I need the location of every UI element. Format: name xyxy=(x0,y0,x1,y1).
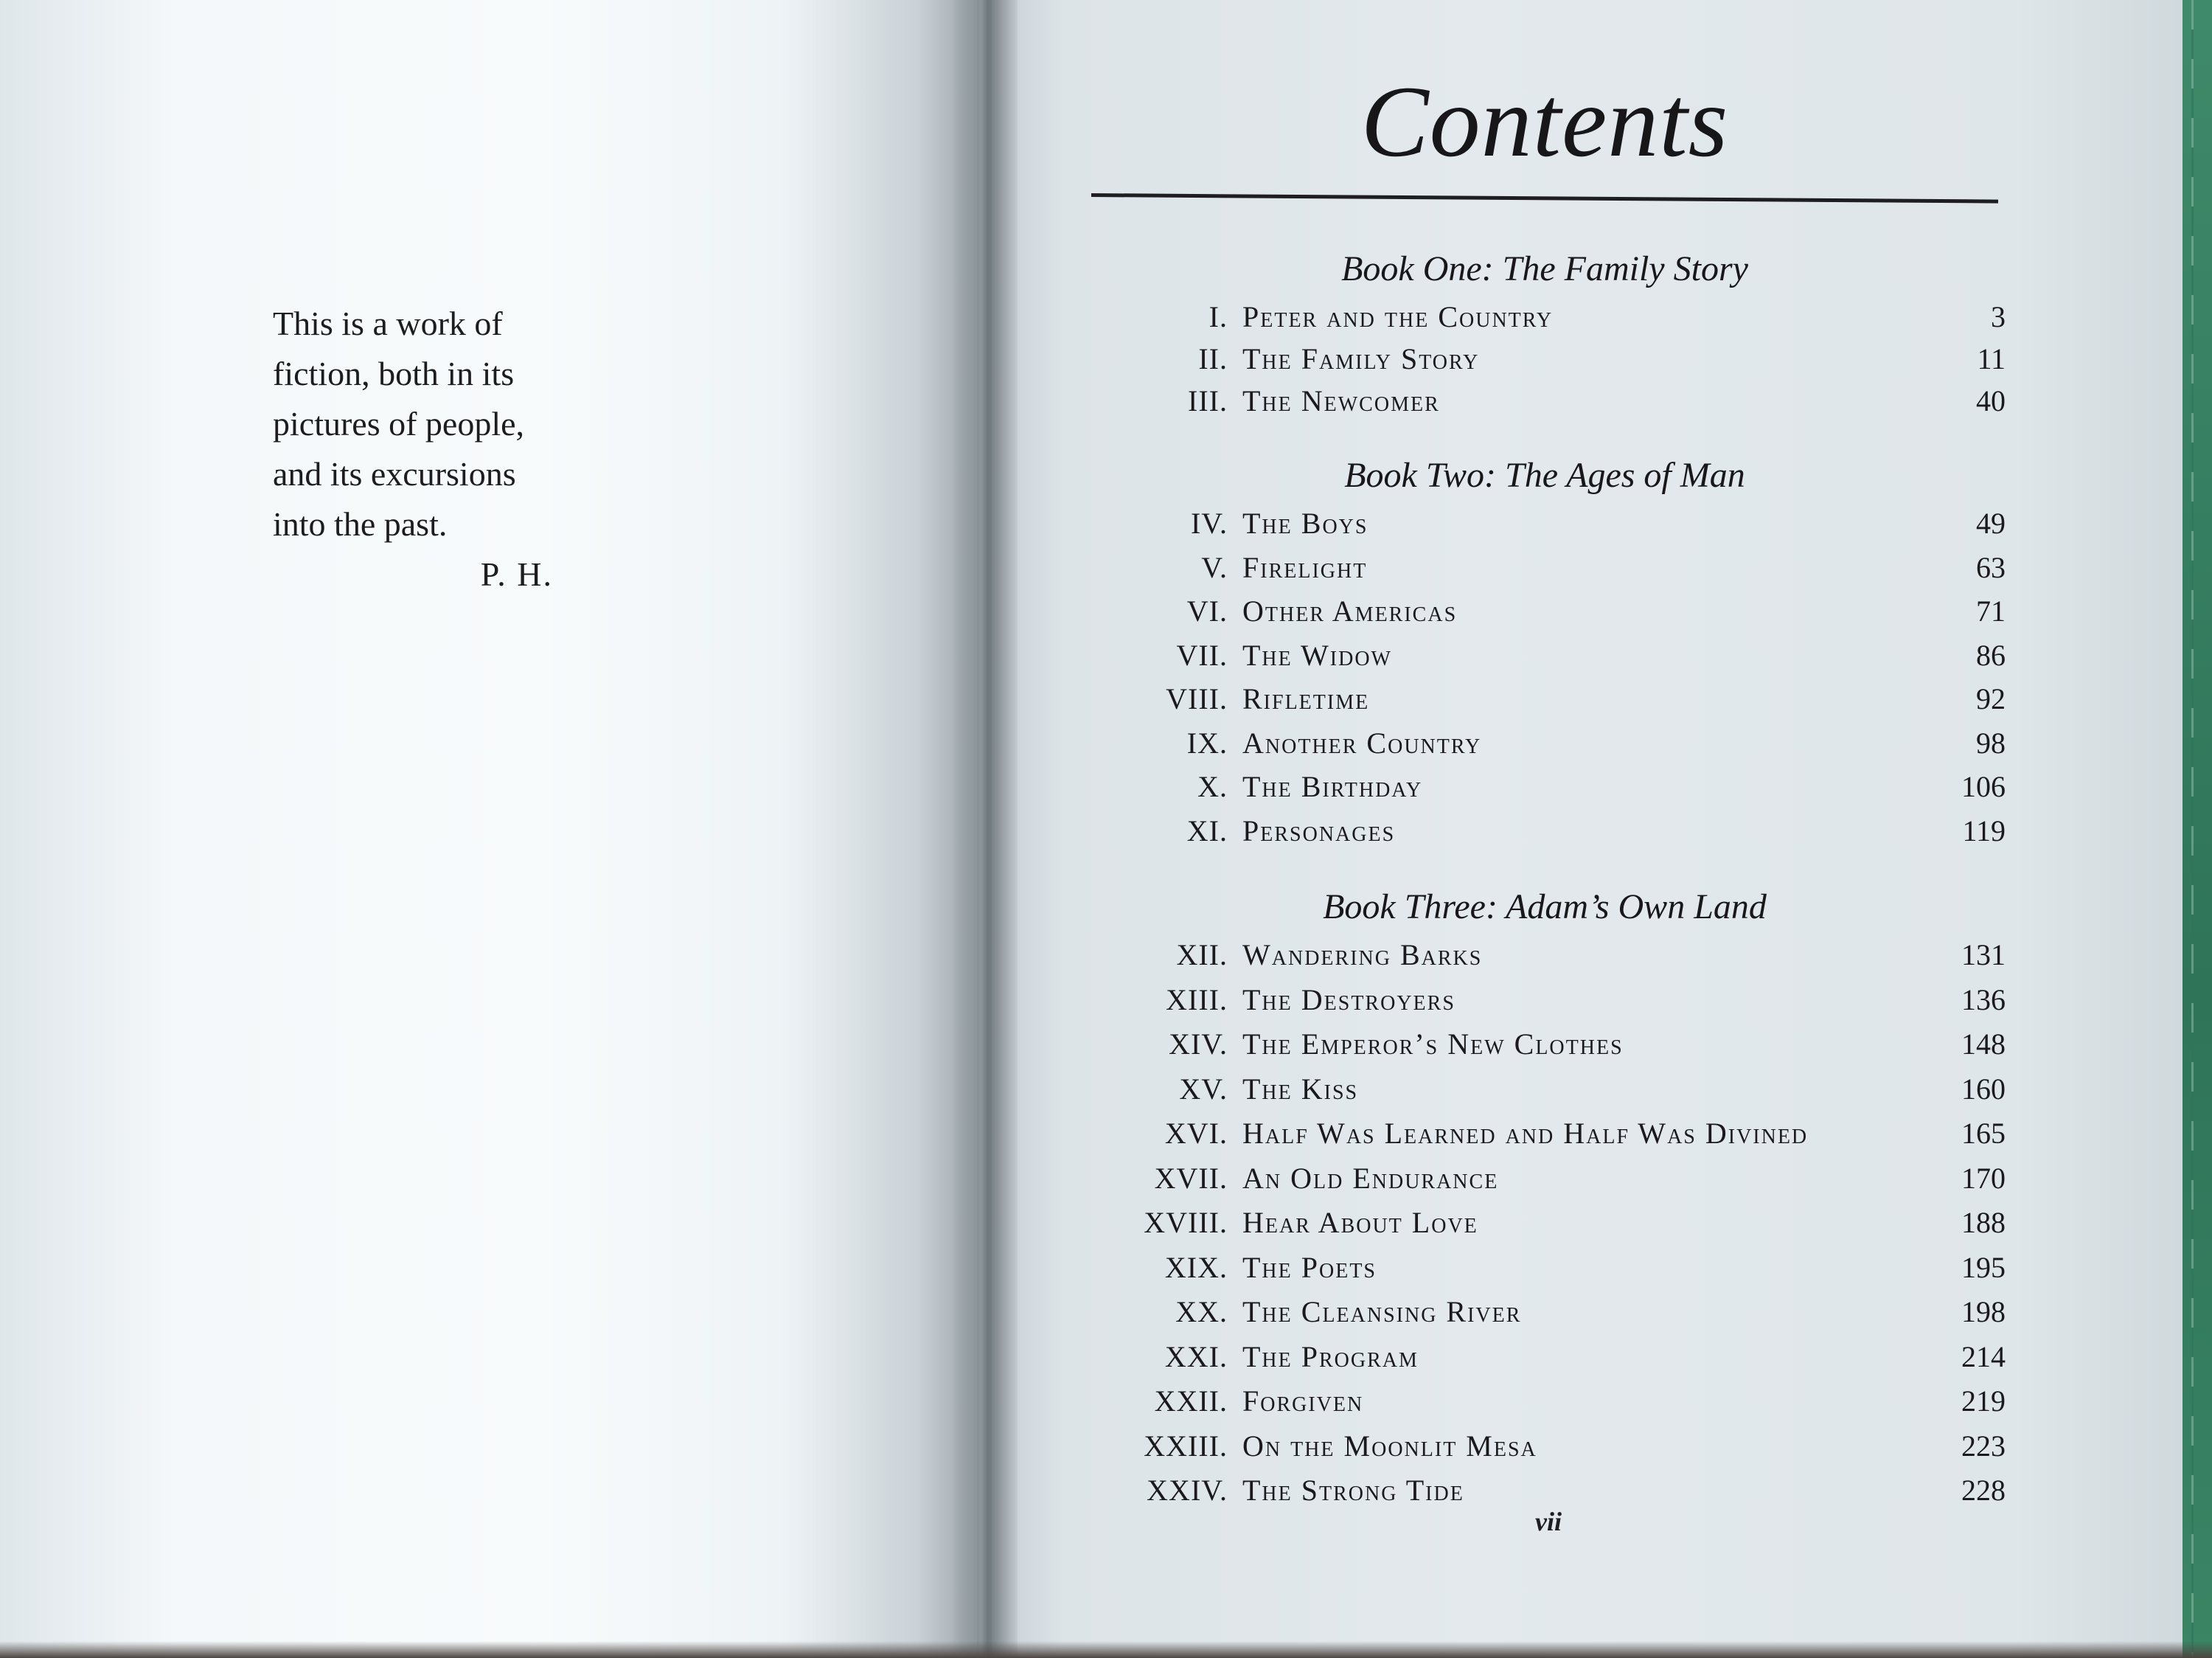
chapter-title: The Program xyxy=(1242,1340,1419,1373)
chapter-title: Another Country xyxy=(1242,726,1482,760)
chapter-number: VIII. xyxy=(1166,682,1228,715)
toc-entry xyxy=(1091,677,2006,721)
epigraph-line: into the past. xyxy=(273,505,448,543)
chapter-number: V. xyxy=(1201,551,1228,584)
chapter-number: I. xyxy=(1208,300,1228,333)
toc-entry xyxy=(1091,1335,2006,1379)
book-gutter xyxy=(951,0,1018,1658)
green-cutting-mat xyxy=(2183,0,2212,1658)
page-number: 92 xyxy=(1976,682,2006,715)
toc-entry xyxy=(1091,502,2006,546)
chapter-title: Firelight xyxy=(1242,551,1368,584)
chapter-title: Peter and the Country xyxy=(1242,300,1554,333)
left-page xyxy=(0,0,977,1658)
toc-entry xyxy=(1091,1111,2006,1156)
chapter-number: XIV. xyxy=(1169,1027,1228,1061)
page-number: 40 xyxy=(1976,384,2006,417)
toc-entry xyxy=(1091,1067,2006,1111)
page-number: 214 xyxy=(1961,1340,2006,1373)
page-number: 106 xyxy=(1961,770,2006,803)
page-number: 195 xyxy=(1961,1251,2006,1284)
chapter-title: The Boys xyxy=(1242,507,1368,540)
page-number: 119 xyxy=(1962,814,2006,847)
chapter-title: An Old Endurance xyxy=(1242,1162,1499,1195)
chapter-title: The Kiss xyxy=(1242,1072,1359,1106)
toc-entry xyxy=(1091,721,2006,766)
contents-title: Contents xyxy=(1360,65,1729,178)
chapter-number: XI. xyxy=(1186,814,1228,847)
chapter-title: Half Was Learned and Half Was Divined xyxy=(1242,1117,1809,1150)
epigraph-line: and its excursions xyxy=(273,455,516,493)
toc-entry xyxy=(1091,978,2006,1022)
page-number: 160 xyxy=(1961,1072,2006,1106)
chapter-title: Other Americas xyxy=(1242,594,1458,628)
toc-entry xyxy=(1091,1424,2006,1468)
table-edge xyxy=(0,1641,2212,1658)
page-number: 148 xyxy=(1961,1027,2006,1061)
chapter-number: IV. xyxy=(1190,507,1228,540)
toc-entry xyxy=(1091,1290,2006,1334)
chapter-title: The Poets xyxy=(1242,1251,1377,1284)
chapter-number: XXIII. xyxy=(1144,1429,1228,1463)
chapter-number: XXI. xyxy=(1164,1340,1228,1373)
toc-entry xyxy=(1091,1156,2006,1201)
epigraph-initials: P. H. xyxy=(480,555,553,593)
toc-entry xyxy=(1091,1201,2006,1245)
page-number: 188 xyxy=(1961,1206,2006,1239)
chapter-number: XXIV. xyxy=(1147,1474,1228,1507)
page-number: 136 xyxy=(1961,983,2006,1016)
chapter-number: XVIII. xyxy=(1144,1206,1228,1239)
chapter-number: III. xyxy=(1188,384,1228,417)
toc-entry xyxy=(1091,933,2006,977)
book-heading: Book One: The Family Story xyxy=(1341,249,1748,288)
page-number: 198 xyxy=(1961,1295,2006,1328)
page-number: 71 xyxy=(1976,594,2006,628)
toc-entry xyxy=(1091,1246,2006,1290)
chapter-number: XIII. xyxy=(1166,983,1228,1016)
chapter-title: The Newcomer xyxy=(1242,384,1440,417)
toc-entry xyxy=(1091,337,2006,381)
epigraph-line: This is a work of xyxy=(273,305,503,342)
chapter-number: X. xyxy=(1197,770,1228,803)
chapter-number: XXII. xyxy=(1154,1384,1228,1418)
chapter-title: The Destroyers xyxy=(1242,983,1455,1016)
page-number: 131 xyxy=(1961,938,2006,971)
chapter-title: The Strong Tide xyxy=(1242,1474,1464,1507)
epigraph xyxy=(273,299,553,600)
chapter-number: XX. xyxy=(1175,1295,1228,1328)
chapter-title: The Family Story xyxy=(1242,342,1480,375)
page-number: 98 xyxy=(1976,726,2006,760)
page-number: 86 xyxy=(1976,639,2006,672)
toc-entry xyxy=(1091,765,2006,809)
chapter-number: VI. xyxy=(1186,594,1228,628)
toc-entry xyxy=(1091,295,2006,339)
chapter-number: XV. xyxy=(1179,1072,1228,1106)
page-number: 170 xyxy=(1961,1162,2006,1195)
book-heading: Book Two: The Ages of Man xyxy=(1344,456,1745,495)
toc-entry xyxy=(1091,589,2006,634)
page-number: 11 xyxy=(1977,342,2006,375)
chapter-number: VII. xyxy=(1176,639,1228,672)
chapter-title: Personages xyxy=(1242,814,1396,847)
chapter-number: II. xyxy=(1198,342,1228,375)
chapter-number: XII. xyxy=(1176,938,1228,971)
toc-entry xyxy=(1091,379,2006,423)
epigraph-line: pictures of people, xyxy=(273,405,525,443)
page-number: 49 xyxy=(1976,507,2006,540)
chapter-title: Wandering Barks xyxy=(1242,938,1483,971)
page-number: 165 xyxy=(1961,1117,2006,1150)
chapter-title: Hear About Love xyxy=(1242,1206,1478,1239)
page-number: 223 xyxy=(1961,1429,2006,1463)
page-number: 3 xyxy=(1991,300,2006,333)
chapter-number: XIX. xyxy=(1164,1251,1228,1284)
chapter-title: The Birthday xyxy=(1242,770,1423,803)
toc-entry xyxy=(1091,546,2006,590)
chapter-title: Forgiven xyxy=(1242,1384,1364,1418)
epigraph-line: fiction, both in its xyxy=(273,355,515,392)
page-folio: vii xyxy=(1535,1507,1562,1536)
toc-entry xyxy=(1091,634,2006,678)
book-heading: Book Three: Adam’s Own Land xyxy=(1323,887,1767,926)
chapter-title: The Emperor’s New Clothes xyxy=(1242,1027,1624,1061)
chapter-number: XVII. xyxy=(1154,1162,1228,1195)
chapter-number: IX. xyxy=(1186,726,1228,760)
page-number: 228 xyxy=(1961,1474,2006,1507)
page-number: 219 xyxy=(1961,1384,2006,1418)
chapter-title: The Cleansing River xyxy=(1242,1295,1522,1328)
chapter-title: Rifletime xyxy=(1242,682,1370,715)
chapter-number: XVI. xyxy=(1164,1117,1228,1150)
toc-entry xyxy=(1091,1379,2006,1423)
page-number: 63 xyxy=(1976,551,2006,584)
toc-entry xyxy=(1091,1022,2006,1066)
chapter-title: On the Moonlit Mesa xyxy=(1242,1429,1537,1463)
chapter-title: The Widow xyxy=(1242,639,1392,672)
toc-entry xyxy=(1091,809,2006,853)
